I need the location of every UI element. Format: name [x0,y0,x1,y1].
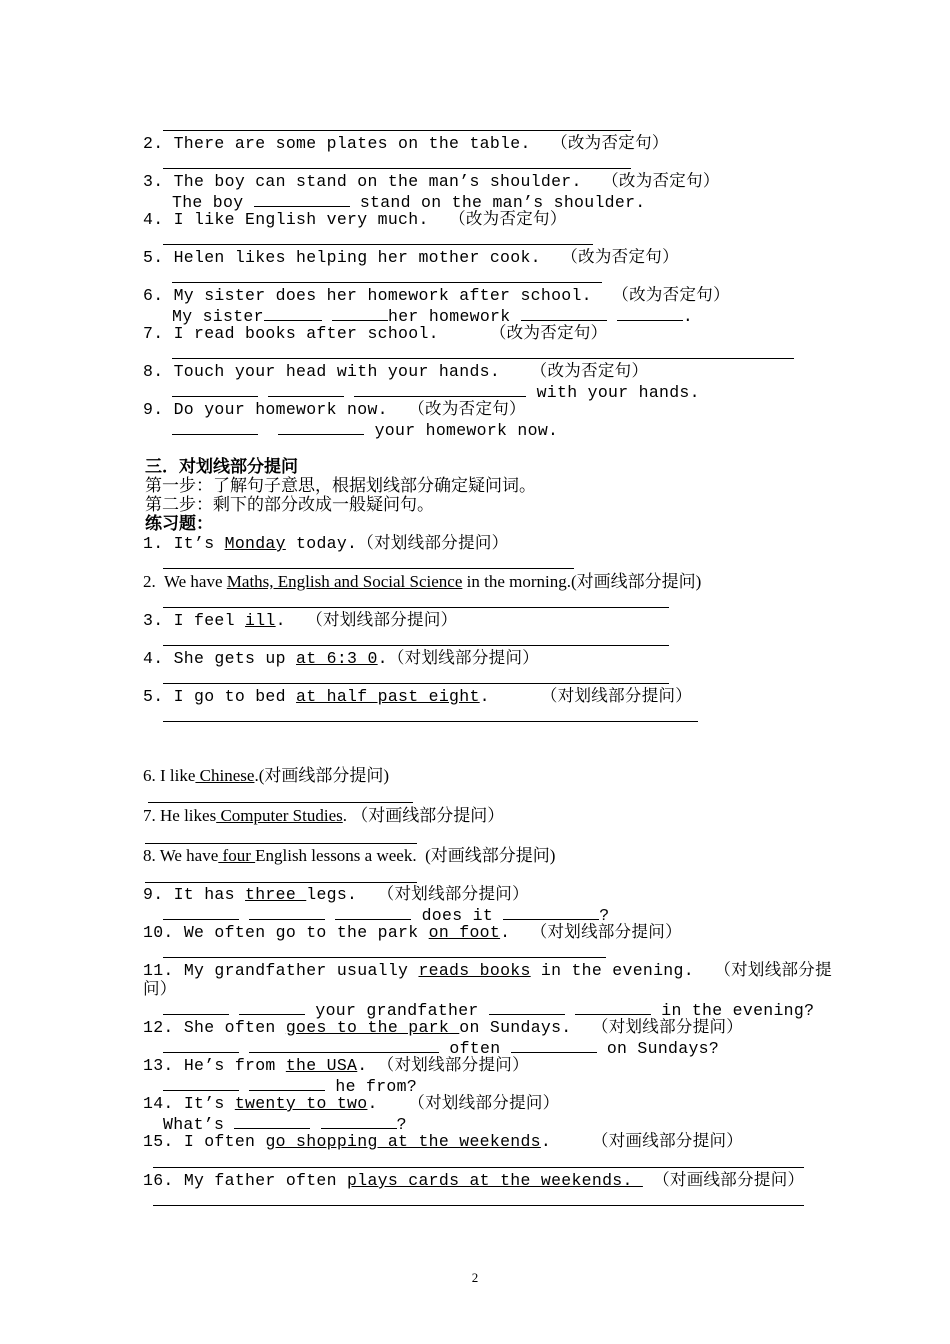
exercise-item: 10. We often go to the park on foot. （对划线部分提问） [143,923,682,942]
exercise-item: 13. He’s from the USA. （对划线部分提问） [143,1056,529,1075]
blank[interactable] [575,999,651,1015]
practice-label: 练习题： [145,514,213,533]
exercise-item: 8. Touch your head with your hands. （改为否定句） [143,362,649,381]
exercise-item: 14. It’s twenty to two. （对划线部分提问） [143,1094,560,1113]
blank[interactable] [163,904,239,920]
exercise-item: 7. I read books after school. （改为否定句） [143,324,608,343]
page-number: 2 [471,1270,479,1285]
answer-line [163,957,606,958]
fill-in-line: What’s ? [163,1115,407,1134]
blank[interactable] [335,904,411,920]
answer-line [163,568,574,569]
exercise-item: 7. He likes Computer Studies. （对画线部分提问） [143,806,505,825]
blank[interactable] [249,904,325,920]
exercise-item: 15. I often go shopping at the weekends. （对画线部分提问） [143,1132,744,1151]
blank[interactable] [354,381,526,397]
blank[interactable] [172,381,258,397]
fill-in-line: with your hands. [172,381,700,402]
exercise-item: 8. We have four English lessons a week. (对画线部分提问) [143,846,556,865]
answer-line [145,843,417,844]
answer-line [163,645,669,646]
fill-in-line: The boy stand on the man’s shoulder. [172,193,646,212]
answer-line [163,244,593,245]
blank[interactable] [321,1113,397,1129]
exercise-item: 6. My sister does her homework after school. （改为否定句） [143,286,730,305]
blank[interactable] [617,305,683,321]
blank[interactable] [503,904,599,920]
blank[interactable] [268,381,344,397]
blank[interactable] [254,191,350,207]
fill-in-line: My sister her homework . [172,307,694,326]
blank[interactable] [332,305,388,321]
answer-line [153,1167,804,1168]
exercise-item: 5. Helen likes helping her mother cook. （改为否定句） [143,248,679,267]
exercise-item: 6. I like Chinese.(对画线部分提问) [143,766,390,785]
exercise-item: 3. The boy can stand on the man’s shoulder. （改为否定句） [143,172,720,191]
fill-in-line: your homework now. [172,419,558,440]
blank[interactable] [163,1075,239,1091]
answer-line [172,358,794,359]
answer-line [163,683,669,684]
exercise-item: 5. I go to bed at half past eight. （对划线部分提问） [143,687,693,706]
exercise-item: 2. We have Maths, English and Social Science in the morning.(对画线部分提问) [143,572,702,591]
answer-line [163,721,698,722]
blank[interactable] [234,1113,310,1129]
blank[interactable] [278,419,364,435]
blank[interactable] [249,1075,325,1091]
blank[interactable] [163,1037,239,1053]
fill-in-line: your grandfather in the evening? [163,999,814,1020]
exercise-item: 4. She gets up at 6:3 0.（对划线部分提问） [143,649,540,668]
answer-line [163,168,631,169]
fill-in-line: often on Sundays? [163,1037,719,1058]
answer-line [172,282,602,283]
blank[interactable] [163,999,229,1015]
exercise-item: 12. She often goes to the park on Sundays. （对划线部分提问） [143,1018,744,1037]
fill-in-line: does it ? [163,904,609,925]
step-2: 第二步：剩下的部分改成一般疑问句。 [145,495,434,514]
exercise-item: 1. It’s Monday today.（对划线部分提问） [143,534,509,553]
exercise-item: 11. My grandfather usually reads books in the evening. （对划线部分提 [143,961,832,980]
section-heading: 三．对划线部分提问 [145,457,298,476]
blank[interactable] [239,999,305,1015]
answer-line [163,130,631,131]
exercise-item: 2. There are some plates on the table. （改为否定句） [143,134,669,153]
exercise-item-wrap: 问） [143,980,177,999]
exercise-item: 9. It has three legs. （对划线部分提问） [143,885,529,904]
exercise-item: 9. Do your homework now. （改为否定句） [143,400,526,419]
blank[interactable] [489,999,565,1015]
answer-line [148,802,413,803]
answer-line [163,607,669,608]
answer-line [145,882,417,883]
fill-in-line: he from? [163,1075,417,1096]
blank[interactable] [264,305,322,321]
blank[interactable] [249,1037,439,1053]
answer-line [153,1205,804,1206]
step-1: 第一步：了解句子意思，根据划线部分确定疑问词。 [145,476,536,495]
blank[interactable] [521,305,607,321]
blank[interactable] [172,419,258,435]
exercise-item: 16. My father often plays cards at the weekends. （对画线部分提问） [143,1171,805,1190]
exercise-item: 3. I feel ill. （对划线部分提问） [143,611,458,630]
blank[interactable] [511,1037,597,1053]
exercise-item: 4. I like English very much. （改为否定句） [143,210,567,229]
